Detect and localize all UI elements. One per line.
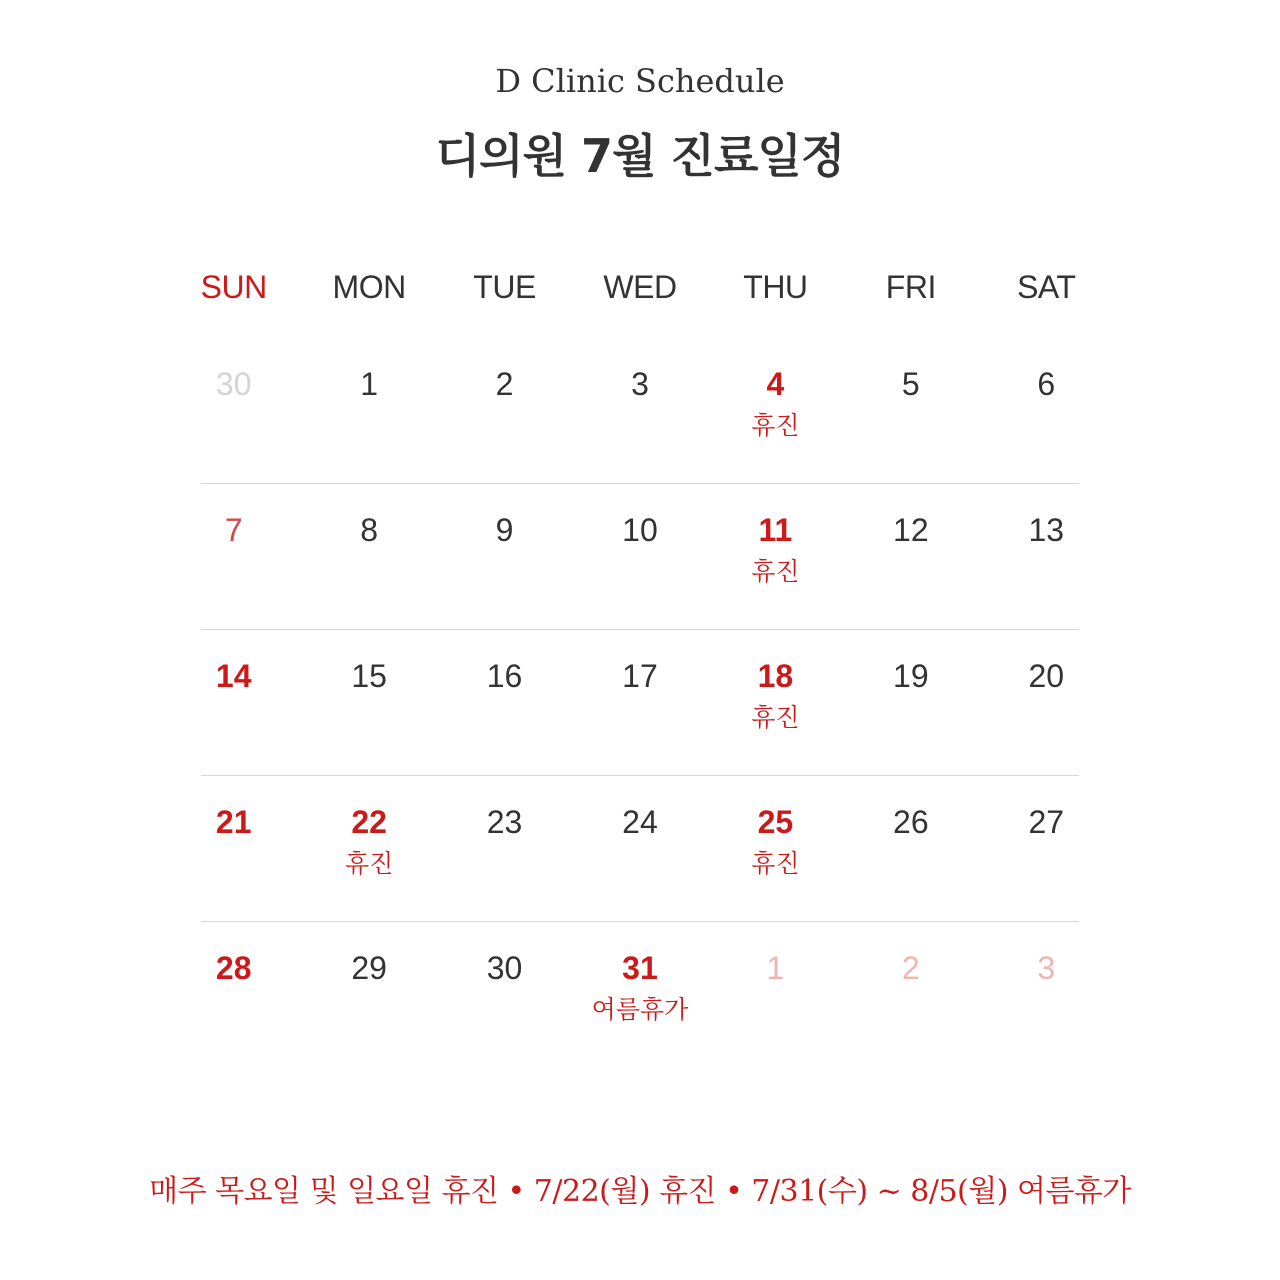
- calendar-day: [166, 338, 301, 484]
- day-note: 휴진: [751, 411, 800, 440]
- day-number: 31: [622, 950, 658, 986]
- page-title: 디의원 7월 진료일정: [435, 129, 845, 183]
- calendar-week-4: [166, 776, 1114, 922]
- calendar-day: [843, 484, 978, 630]
- day-number: 20: [1028, 658, 1065, 694]
- calendar-day: [708, 484, 843, 630]
- day-number: 30: [486, 950, 523, 986]
- day-number: 21: [215, 804, 252, 840]
- calendar-day: [572, 776, 707, 922]
- calendar-day: [437, 922, 572, 1068]
- day-number: 26: [893, 804, 929, 840]
- calendar-day: [166, 484, 301, 630]
- calendar-day: [437, 776, 572, 922]
- day-note: 휴진: [344, 849, 394, 878]
- weekday-header: [166, 258, 1114, 316]
- day-number: 18: [757, 658, 794, 694]
- calendar-day: [708, 338, 843, 484]
- day-number: 27: [1028, 804, 1065, 840]
- day-number: 1: [360, 366, 379, 402]
- weekday-sun: SUN: [200, 269, 267, 305]
- weekday-fri: FRI: [885, 269, 936, 305]
- day-number: 17: [622, 658, 658, 694]
- calendar-day: [979, 922, 1114, 1068]
- day-number: 16: [486, 658, 523, 694]
- calendar-day: [708, 630, 843, 776]
- day-number: 13: [1028, 512, 1065, 548]
- day-number: 1: [766, 950, 785, 986]
- calendar-day: [843, 338, 978, 484]
- calendar-day: [166, 776, 301, 922]
- calendar-day: [301, 484, 436, 630]
- weekday-tue: TUE: [473, 269, 536, 305]
- day-number: 2: [901, 950, 920, 986]
- day-number: 14: [215, 658, 252, 694]
- day-number: 5: [901, 366, 920, 402]
- day-number: 28: [215, 950, 252, 986]
- calendar-day: [572, 484, 707, 630]
- calendar-day: [301, 922, 436, 1068]
- weekday-sat: SAT: [1017, 269, 1076, 305]
- calendar-day: [843, 776, 978, 922]
- day-number: 7: [224, 512, 243, 548]
- calendar-week-1: [166, 338, 1114, 484]
- day-number: 2: [495, 366, 514, 402]
- calendar-day: [437, 484, 572, 630]
- calendar-day: [437, 630, 572, 776]
- day-note: 휴진: [751, 557, 800, 586]
- weekday-mon: MON: [332, 269, 406, 305]
- calendar-day: [301, 338, 436, 484]
- day-number: 12: [893, 512, 929, 548]
- calendar-week-3: [166, 630, 1114, 776]
- day-number: 30: [215, 366, 252, 402]
- calendar-day: [979, 484, 1114, 630]
- day-number: 19: [893, 658, 929, 694]
- day-note: 휴진: [751, 849, 800, 878]
- day-number: 8: [360, 512, 379, 548]
- calendar-day: [979, 630, 1114, 776]
- day-number: 3: [1037, 950, 1056, 986]
- page-subtitle: D Clinic Schedule: [495, 62, 785, 100]
- calendar-day: [301, 630, 436, 776]
- calendar-day: [301, 776, 436, 922]
- calendar-day: [437, 338, 572, 484]
- weekday-thu: THU: [743, 269, 808, 305]
- calendar-day: [979, 338, 1114, 484]
- day-note: 휴진: [751, 703, 800, 732]
- calendar-day: [843, 630, 978, 776]
- day-number: 23: [486, 804, 523, 840]
- day-number: 3: [631, 366, 649, 402]
- day-number: 15: [351, 658, 387, 694]
- day-number: 11: [758, 512, 793, 548]
- weekday-wed: WED: [603, 269, 677, 305]
- calendar-week-5: [166, 922, 1114, 1068]
- day-number: 10: [622, 512, 658, 548]
- calendar-day: [166, 630, 301, 776]
- calendar-day: [708, 922, 843, 1068]
- calendar: [166, 258, 1114, 1068]
- calendar-day: [572, 630, 707, 776]
- day-number: 29: [351, 950, 387, 986]
- day-number: 24: [622, 804, 658, 840]
- calendar-day: [708, 776, 843, 922]
- calendar-week-2: [166, 484, 1114, 630]
- day-number: 6: [1037, 366, 1056, 402]
- calendar-day: [572, 338, 707, 484]
- calendar-day: [843, 922, 978, 1068]
- day-number: 9: [495, 512, 514, 548]
- calendar-day: [572, 922, 707, 1068]
- day-number: 22: [351, 804, 387, 840]
- calendar-day: [979, 776, 1114, 922]
- day-number: 25: [757, 804, 794, 840]
- day-number: 4: [766, 366, 785, 402]
- calendar-day: [166, 922, 301, 1068]
- closure-notice: 매주 목요일 및 일요일 휴진 • 7/22(월) 휴진 • 7/31(수) ~ 8/5(월) 여름휴가: [149, 1174, 1131, 1209]
- day-note: 여름휴가: [591, 995, 689, 1024]
